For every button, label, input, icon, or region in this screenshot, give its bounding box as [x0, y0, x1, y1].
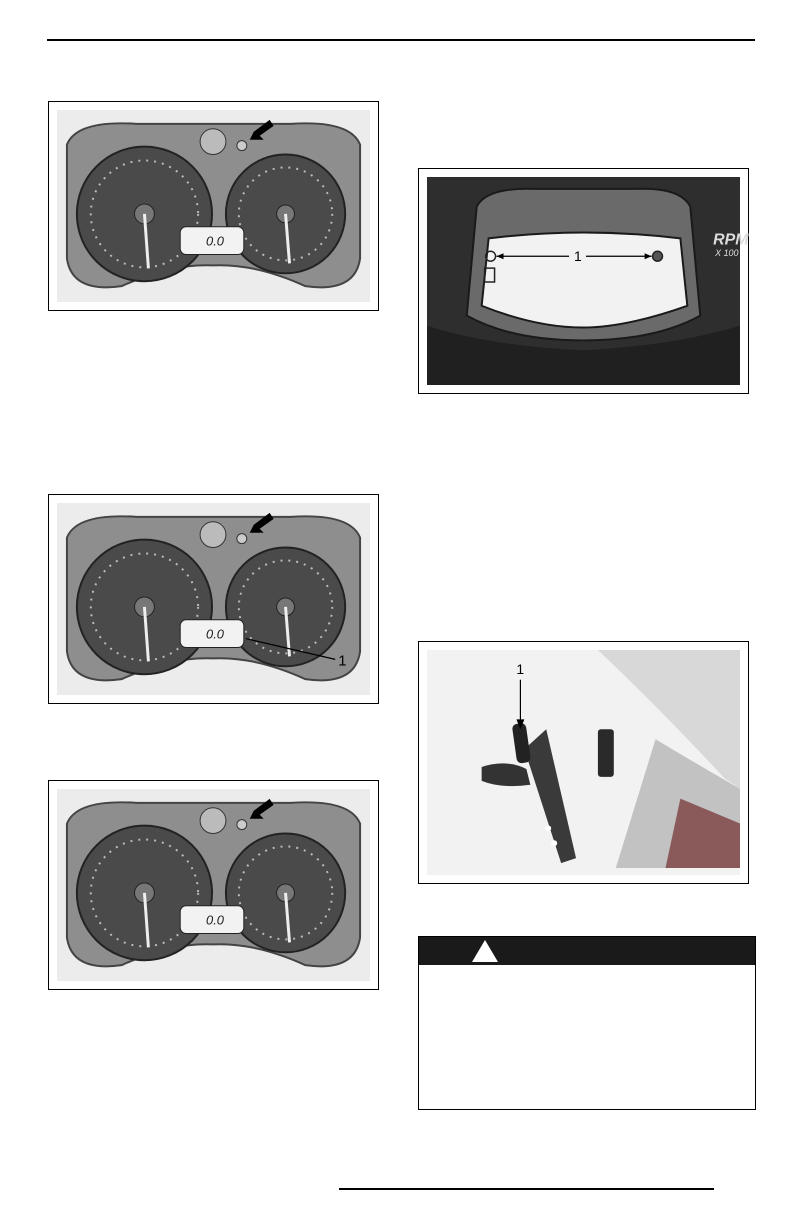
callout-number: 1: [338, 653, 347, 670]
header-rule: [47, 39, 755, 41]
rpm-sub-label: X 100: [715, 248, 739, 259]
throttle-figure: [418, 641, 749, 884]
lcd-readout: 0.0: [206, 626, 224, 642]
callout-number: 1: [516, 660, 525, 677]
cluster-photo-3: [57, 789, 370, 981]
rpm-label: RPM: [713, 231, 749, 249]
cluster-photo-2: [57, 503, 370, 695]
warning-triangle-icon: [471, 939, 499, 963]
footer-rule: [339, 1188, 714, 1190]
rpm-detail-photo: [427, 177, 749, 385]
warning-header: [419, 937, 755, 965]
cluster-photo-1: [57, 110, 370, 302]
warning-box: [418, 936, 756, 1110]
cluster-figure-3: [48, 780, 379, 990]
lcd-readout: 0.0: [206, 912, 224, 928]
rpm-detail-figure: [418, 168, 749, 394]
lcd-readout: 0.0: [206, 233, 224, 249]
callout-number: 1: [574, 248, 582, 265]
cluster-figure-1: [48, 101, 379, 311]
throttle-photo: [427, 650, 740, 875]
cluster-figure-2: [48, 494, 379, 704]
